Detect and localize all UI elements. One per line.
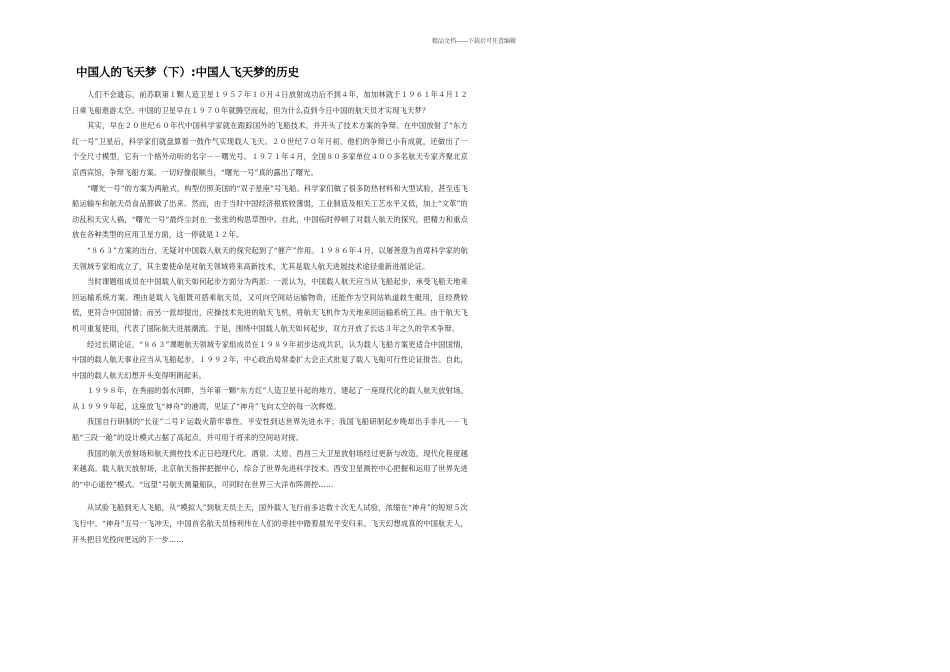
paragraph: 其实，早在２０世纪６０年代中国科学家就在跟踪国外的飞船技术，并开头了技术方案的争辩。在中国放射了“东方红一号”卫星后，科学家们就盘算着一鼓作气实现载人飞天。２０世纪７０年月初，他们的争辩已小有成就，还做出了一个全尺寸模型，它有一个格外动听的名字－－曙光号。１９７１年４月，全国８０多家单位４００多名航天专家齐聚北京京西宾馆，争辩飞船方案。一切好像很顺当，“曙光一号”真的露出了曙光。 xyxy=(72,121,468,177)
paragraph: 当时课题组成员在中国载人航天如何起步方面分为两派：一派认为，中国载人航天应当从飞船起步，承受飞船天地来回运输系统方案。理由是载人飞船既可搭乘航天员，又可向空间站运输物资，还能作为空间站轨道救生艇用，且经费较低，更符合中国国情；而另一派却提出，应操技术先进的航天飞机，将航天飞机作为天地来回运输系统工具。由于航天飞机可重复使用，代表了国际航天进展潮流。于是，围绕中国载人航天如何起步，双方开放了长达３年之久的学术争辩。 xyxy=(72,277,468,333)
document-body xyxy=(72,87,468,547)
paragraph: “曙光一号”的方案为两舱式，构型仿照美国的“双子星座”号飞船。科学家们做了很多防热材料和大型试验，甚至连飞船运输车和航天员食品都做了出来。然而，由于当时中国经济根底较薄弱，工业制造及相关工艺水平又低，加上“文革”的动乱和天灾人祸，“曙光一号”最终尘封在一张张的构思草图中。自此，中国临时停顿了对载人航天的探究，把精力和重点放在各种类型的应用卫星方面，这一停就是１２年。 xyxy=(72,183,468,240)
document-title: 中国人的飞天梦（下）:中国人飞天梦的历史 xyxy=(76,65,300,79)
paragraph: 我国的航天放射场和航天测控技术正日趋现代化。酒泉、太原、西昌三大卫星放射场经过更新与改造，现代化程度越来越高。载人航天放射场，北京航天指挥把握中心，综合了世界先进科学技术。西安卫星测控中心把握和运用了世界先进的“中心遥控”模式。“远望”号航天测量船队，可同时在世界三大洋布阵测控…… xyxy=(72,448,468,489)
paragraph: 我国自行研制的“长征”二号Ｆ运载火箭牢靠性、平安性到达世界先进水平；我国飞船研制起步晚却出手非凡－－飞船“三段一舱”的设计模式占据了高起点，并可用于将来的空间站对接。 xyxy=(72,417,468,443)
paragraph: “８６３”方案的出台，无疑对中国载人航天的探究起到了“催产”作用。１９８６年４月，以屠善澄为首席科学家的航天领域专家组成立了，其主要使命是对航天领域将来高新技术，尤其是载人航天进展技术途径重新进展论证。 xyxy=(72,245,468,271)
paragraph: 人们不会遗忘，前苏联第１颗人造卫星１９５７年１０月４日放射成功后不到４年，加加林就于１９６１年４月１２日乘飞船遨游太空。中国的卫星早在１９７０年就腾空而起，但为什么直到今日中国的航天员才实现飞天梦？ xyxy=(72,90,468,115)
paragraph: 从试验飞船到无人飞船，从“模拟人”到航天员上天，国外载人飞行前多达数十次无人试验，浓缩在“神舟”的短短５次飞行中。“神舟”五号一飞冲天，中国首名航天员杨利伟在人们的牵挂中踏着晨光平安归来。飞天幻想成真的中国航天人，开头把目光投向更远的下一步…… xyxy=(72,503,468,544)
paragraph: １９９８年，在秀丽的弱水河畔，当年第一颗“东方红”人造卫星升起的地方，建起了一座现代化的载人航天放射场。从１９９９年起，这座放飞“神舟”的港湾，见证了“神舟”飞向太空的每一次辉煌。 xyxy=(72,386,468,411)
paragraph: 经过长期论证，“８６３”课题航天领域专家组成员在１９８９年初步达成共识，认为载人飞船方案更适合中国国情，中国的载人航天事业应当从飞船起步。１９９２年，中心政治局常委扩大会正式批复了载人飞船可行性论证报告。自此，中国的载人航天幻想开头变得明朗起来。 xyxy=(72,339,468,380)
page-header-note: 精品文档——下载后可任意编辑 xyxy=(432,38,517,45)
